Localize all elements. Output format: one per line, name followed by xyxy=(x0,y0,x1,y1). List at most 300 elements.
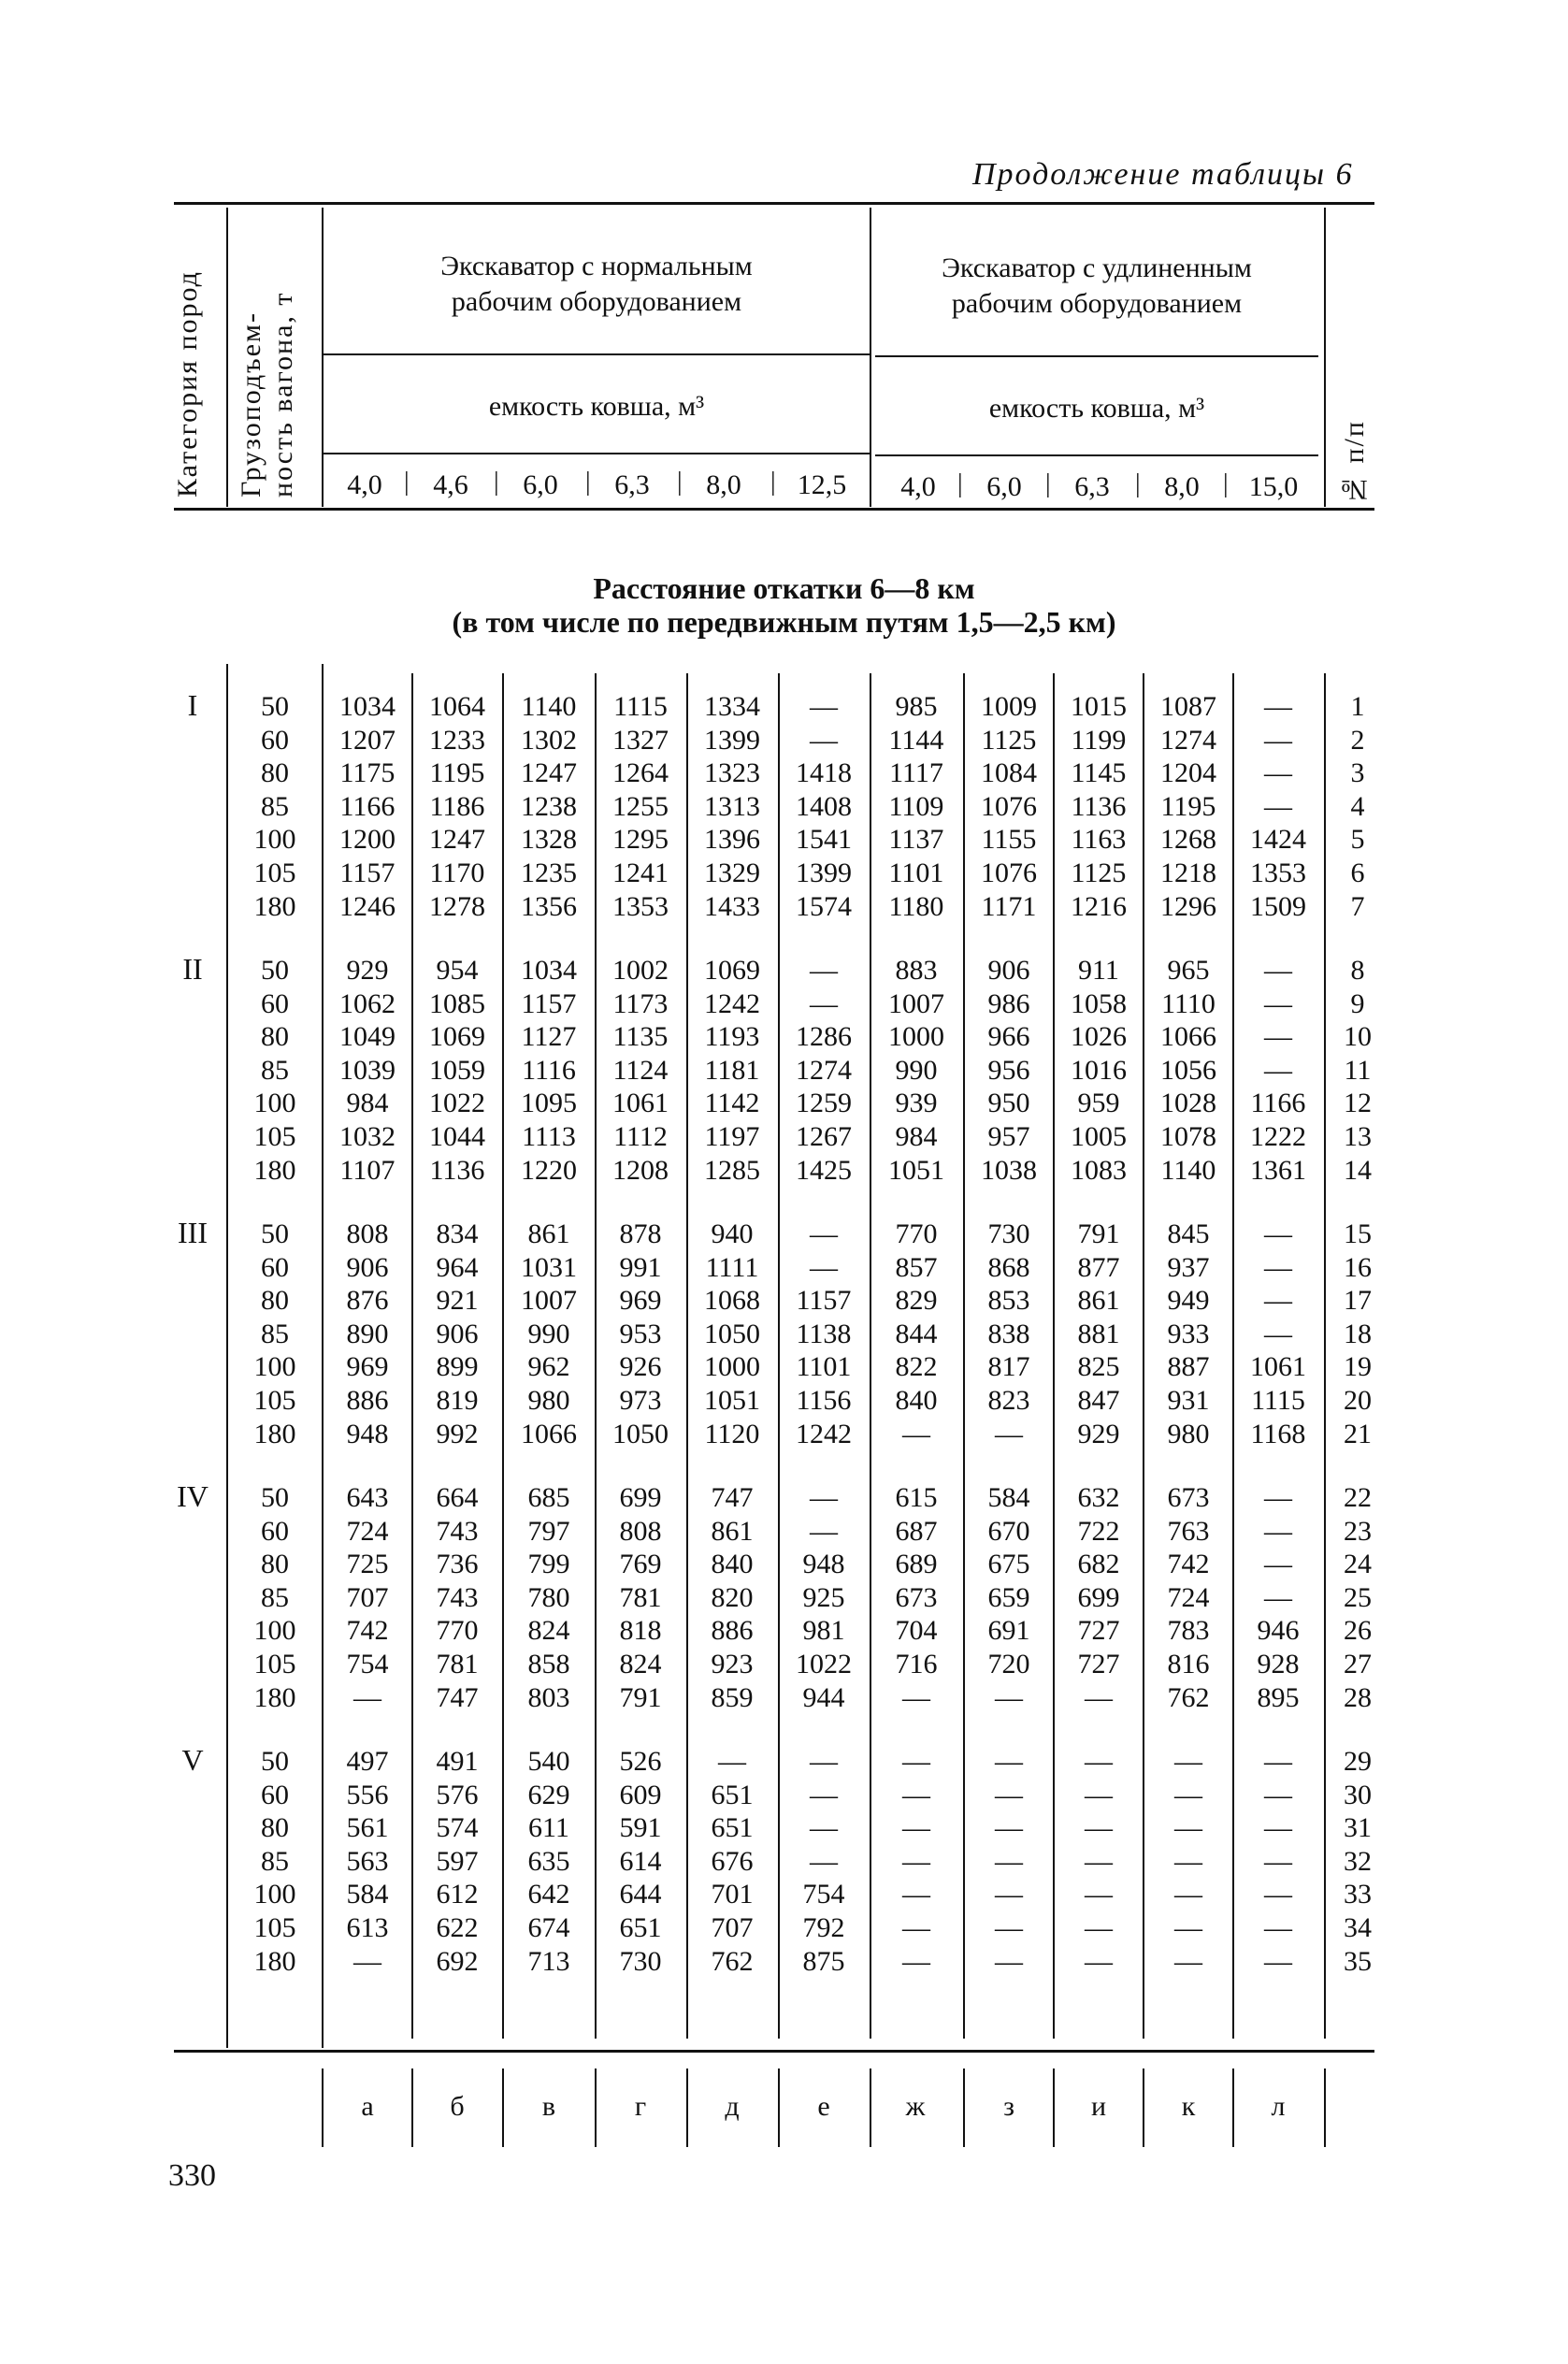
row-number-cell: 1 xyxy=(1350,691,1365,722)
value-cell: — xyxy=(810,1746,838,1777)
row-number-cell: 20 xyxy=(1344,1385,1372,1416)
value-cell: — xyxy=(1174,1812,1202,1844)
value-cell: 1255 xyxy=(612,790,669,822)
value-cell: — xyxy=(810,1482,838,1513)
value-cell: 844 xyxy=(895,1318,938,1349)
footer-rule xyxy=(174,2050,1374,2053)
value-cell: 1200 xyxy=(339,824,396,856)
value-cell: — xyxy=(1264,691,1292,722)
value-cell: — xyxy=(1085,1746,1113,1777)
capacity-cell: 60 xyxy=(261,1779,289,1810)
value-cell: 1022 xyxy=(796,1649,852,1679)
value-cell: 991 xyxy=(619,1251,662,1283)
size-separator: | xyxy=(1045,469,1051,498)
size-separator: | xyxy=(404,468,410,497)
value-cell: 611 xyxy=(528,1812,569,1844)
size-normal-4: 8,0 xyxy=(706,469,741,500)
capacity-cell: 105 xyxy=(253,1121,296,1152)
value-cell: 1247 xyxy=(429,824,485,856)
value-cell: 1142 xyxy=(704,1088,760,1119)
value-cell: 622 xyxy=(436,1912,479,1943)
value-cell: 692 xyxy=(436,1945,479,1977)
body-divider xyxy=(595,673,597,2039)
value-cell: 1120 xyxy=(704,1418,760,1449)
letter-divider xyxy=(870,2068,871,2147)
row-number-cell: 21 xyxy=(1344,1418,1372,1449)
value-cell: 1285 xyxy=(704,1154,760,1186)
value-cell: — xyxy=(1264,1054,1292,1086)
value-cell: 1241 xyxy=(612,858,669,888)
value-cell: 980 xyxy=(527,1385,570,1416)
value-cell: 769 xyxy=(619,1549,662,1580)
value-cell: 875 xyxy=(802,1945,845,1977)
capacity-cell: 80 xyxy=(261,1021,289,1053)
value-cell: 1144 xyxy=(888,724,944,756)
value-cell: 1032 xyxy=(339,1121,396,1152)
value-cell: — xyxy=(810,691,838,722)
value-cell: 1329 xyxy=(704,858,760,888)
value-cell: 1156 xyxy=(796,1385,852,1416)
value-cell: 928 xyxy=(1257,1649,1300,1679)
bucket-caption-normal: емкость ковша, м³ xyxy=(488,391,705,422)
value-cell: — xyxy=(1264,1285,1292,1317)
value-cell: 956 xyxy=(987,1054,1030,1086)
value-cell: — xyxy=(1264,1251,1292,1283)
value-cell: — xyxy=(995,1779,1023,1810)
value-cell: — xyxy=(810,987,838,1019)
value-cell: 651 xyxy=(711,1779,754,1810)
value-cell: 664 xyxy=(436,1482,479,1513)
value-cell: 724 xyxy=(1167,1581,1210,1613)
value-cell: — xyxy=(1264,955,1292,986)
value-cell: 859 xyxy=(711,1681,754,1713)
value-cell: 1247 xyxy=(521,757,577,789)
value-cell: 1361 xyxy=(1250,1154,1306,1186)
value-cell: 899 xyxy=(436,1351,479,1383)
value-cell: 940 xyxy=(711,1218,754,1249)
value-cell: 780 xyxy=(527,1581,570,1613)
value-cell: — xyxy=(1264,1549,1292,1580)
value-cell: 857 xyxy=(895,1251,938,1283)
value-cell: 1396 xyxy=(704,824,760,856)
value-cell: 1286 xyxy=(796,1021,852,1053)
letter-divider xyxy=(1232,2068,1234,2147)
value-cell: 926 xyxy=(619,1351,662,1383)
value-cell: 742 xyxy=(1167,1549,1210,1580)
value-cell: 1327 xyxy=(612,724,669,756)
category-label: IV xyxy=(177,1479,209,1513)
value-cell: 491 xyxy=(436,1746,479,1777)
row-number-cell: 3 xyxy=(1350,757,1365,789)
value-cell: 1302 xyxy=(521,724,577,756)
column-letter: б xyxy=(450,2091,465,2122)
value-cell: 1408 xyxy=(796,790,852,822)
row-number-cell: 35 xyxy=(1344,1945,1372,1977)
value-cell: 944 xyxy=(802,1681,845,1713)
value-cell: 791 xyxy=(619,1681,662,1713)
value-cell: 1076 xyxy=(981,790,1037,822)
value-cell: 1264 xyxy=(612,757,669,789)
value-cell: 1399 xyxy=(704,724,760,756)
value-cell: 1171 xyxy=(981,890,1037,922)
row-number-cell: 29 xyxy=(1344,1746,1372,1777)
size-separator: | xyxy=(1135,469,1141,498)
value-cell: 1278 xyxy=(429,890,485,922)
value-cell: 707 xyxy=(711,1912,754,1943)
row-number-cell: 18 xyxy=(1344,1318,1372,1349)
value-cell: 1313 xyxy=(704,790,760,822)
value-cell: 838 xyxy=(987,1318,1030,1349)
value-cell: — xyxy=(902,1746,930,1777)
value-cell: — xyxy=(810,1845,838,1877)
value-cell: — xyxy=(810,955,838,986)
row-number-cell: 28 xyxy=(1344,1681,1372,1713)
value-cell: 674 xyxy=(527,1912,570,1943)
value-cell: 727 xyxy=(1077,1615,1120,1647)
value-cell: — xyxy=(1264,1746,1292,1777)
letter-divider xyxy=(502,2068,504,2147)
value-cell: 1242 xyxy=(796,1418,852,1449)
value-cell: — xyxy=(902,1879,930,1910)
value-cell: 1039 xyxy=(339,1054,396,1086)
value-cell: 791 xyxy=(1077,1218,1120,1249)
value-cell: — xyxy=(1264,1912,1292,1943)
value-cell: 724 xyxy=(346,1515,389,1547)
value-cell: 933 xyxy=(1167,1318,1210,1349)
value-cell: 921 xyxy=(436,1285,479,1317)
value-cell: 699 xyxy=(619,1482,662,1513)
value-cell: 965 xyxy=(1167,955,1210,986)
header-divider-1 xyxy=(226,208,228,507)
column-letter: к xyxy=(1181,2091,1196,2122)
value-cell: 673 xyxy=(895,1581,938,1613)
value-cell: — xyxy=(902,1681,930,1713)
column-letter: в xyxy=(541,2091,556,2122)
category-label: III xyxy=(178,1216,208,1249)
value-cell: — xyxy=(1264,1318,1292,1349)
size-separator: | xyxy=(494,468,499,497)
value-cell: 984 xyxy=(346,1088,389,1119)
value-cell: 824 xyxy=(619,1649,662,1679)
capacity-cell: 100 xyxy=(253,1351,296,1383)
value-cell: — xyxy=(902,1812,930,1844)
value-cell: — xyxy=(1174,1945,1202,1977)
body-divider xyxy=(1143,673,1144,2039)
value-cell: — xyxy=(353,1945,381,1977)
value-cell: 823 xyxy=(987,1385,1030,1416)
value-cell: — xyxy=(1264,1515,1292,1547)
value-cell: 886 xyxy=(346,1385,389,1416)
value-cell: 742 xyxy=(346,1615,389,1647)
value-cell: 1168 xyxy=(1250,1418,1306,1449)
value-cell: 797 xyxy=(527,1515,570,1547)
value-cell: 792 xyxy=(802,1912,845,1943)
value-cell: 1204 xyxy=(1160,757,1216,789)
value-cell: — xyxy=(1174,1879,1202,1910)
capacity-cell: 60 xyxy=(261,1251,289,1283)
value-cell: 1233 xyxy=(429,724,485,756)
value-cell: 1574 xyxy=(796,890,852,922)
value-cell: 1334 xyxy=(704,691,760,722)
value-cell: — xyxy=(995,1945,1023,1977)
bucket-caption-extended: емкость ковша, м³ xyxy=(988,393,1205,424)
value-cell: 990 xyxy=(895,1054,938,1086)
value-cell: — xyxy=(1264,1879,1292,1910)
value-cell: 923 xyxy=(711,1649,754,1679)
value-cell: 701 xyxy=(711,1879,754,1910)
value-cell: 676 xyxy=(711,1845,754,1877)
value-cell: 881 xyxy=(1077,1318,1120,1349)
value-cell: 1028 xyxy=(1160,1088,1216,1119)
value-cell: 1034 xyxy=(521,955,577,986)
value-cell: 597 xyxy=(436,1845,479,1877)
value-cell: 1061 xyxy=(1250,1351,1306,1383)
capacity-cell: 80 xyxy=(261,757,289,789)
value-cell: 1112 xyxy=(613,1121,668,1152)
size-normal-1: 4,6 xyxy=(433,469,468,500)
value-cell: 1069 xyxy=(429,1021,485,1053)
row-number-cell: 14 xyxy=(1344,1154,1372,1186)
value-cell: 770 xyxy=(436,1615,479,1647)
value-cell: 1195 xyxy=(429,757,485,789)
row-number-cell: 5 xyxy=(1350,824,1365,856)
value-cell: 950 xyxy=(987,1088,1030,1119)
header-normal-group: Экскаватор с нормальным рабочим оборудованием xyxy=(440,251,753,317)
value-cell: 861 xyxy=(1077,1285,1120,1317)
value-cell: — xyxy=(1085,1681,1113,1713)
header-category: Категория пород xyxy=(172,270,203,497)
size-extended-3: 8,0 xyxy=(1164,471,1200,502)
body-divider xyxy=(870,673,871,2039)
value-cell: 685 xyxy=(527,1482,570,1513)
value-cell: 651 xyxy=(619,1912,662,1943)
value-cell: 1056 xyxy=(1160,1054,1216,1086)
value-cell: 727 xyxy=(1077,1649,1120,1679)
row-number-cell: 12 xyxy=(1344,1088,1372,1119)
value-cell: 1157 xyxy=(339,858,396,888)
value-cell: — xyxy=(1264,1812,1292,1844)
size-normal-5: 12,5 xyxy=(797,469,847,500)
value-cell: 643 xyxy=(346,1482,389,1513)
value-cell: 822 xyxy=(895,1351,938,1383)
value-cell: 1181 xyxy=(704,1054,760,1086)
value-cell: 762 xyxy=(1167,1681,1210,1713)
value-cell: 966 xyxy=(987,1021,1030,1053)
value-cell: 1095 xyxy=(521,1088,577,1119)
value-cell: 1267 xyxy=(796,1121,852,1152)
value-cell: 829 xyxy=(895,1285,938,1317)
value-cell: 1136 xyxy=(1071,790,1127,822)
value-cell: — xyxy=(1264,757,1292,789)
letter-divider xyxy=(963,2068,965,2147)
size-separator: | xyxy=(957,469,963,498)
value-cell: 969 xyxy=(619,1285,662,1317)
column-letter: а xyxy=(361,2091,374,2122)
value-cell: 704 xyxy=(895,1615,938,1647)
value-cell: 1175 xyxy=(339,757,396,789)
capacity-cell: 50 xyxy=(261,1746,289,1777)
value-cell: 1216 xyxy=(1071,890,1127,922)
value-cell: — xyxy=(1264,1482,1292,1513)
row-number-cell: 22 xyxy=(1344,1482,1372,1513)
value-cell: 1418 xyxy=(796,757,852,789)
value-cell: 1038 xyxy=(981,1154,1037,1186)
value-cell: 803 xyxy=(527,1681,570,1713)
value-cell: 1135 xyxy=(612,1021,669,1053)
value-cell: 906 xyxy=(987,955,1030,986)
value-cell: 1022 xyxy=(429,1088,485,1119)
value-cell: 609 xyxy=(619,1779,662,1810)
row-number-cell: 31 xyxy=(1344,1812,1372,1844)
value-cell: 1242 xyxy=(704,987,760,1019)
value-cell: 868 xyxy=(987,1251,1030,1283)
row-number-cell: 4 xyxy=(1350,790,1365,822)
value-cell: 1246 xyxy=(339,890,396,922)
capacity-cell: 85 xyxy=(261,1318,289,1349)
body-divider xyxy=(778,673,780,2039)
value-cell: 1274 xyxy=(796,1054,852,1086)
row-number-cell: 30 xyxy=(1344,1779,1372,1810)
column-letter: з xyxy=(1003,2091,1014,2122)
size-separator: | xyxy=(585,468,591,497)
value-cell: 1166 xyxy=(339,790,396,822)
value-cell: 722 xyxy=(1077,1515,1120,1547)
value-cell: 878 xyxy=(619,1218,662,1249)
value-cell: 1127 xyxy=(521,1021,577,1053)
value-cell: 591 xyxy=(619,1812,662,1844)
value-cell: 1220 xyxy=(521,1154,577,1186)
value-cell: 980 xyxy=(1167,1418,1210,1449)
body-divider xyxy=(1324,673,1326,2039)
value-cell: 1323 xyxy=(704,757,760,789)
capacity-cell: 50 xyxy=(261,1482,289,1513)
value-cell: 1353 xyxy=(1250,858,1306,888)
value-cell: — xyxy=(718,1746,746,1777)
value-cell: 754 xyxy=(346,1649,389,1679)
size-extended-1: 6,0 xyxy=(986,471,1022,502)
value-cell: — xyxy=(1174,1746,1202,1777)
value-cell: 1007 xyxy=(888,987,944,1019)
value-cell: 1235 xyxy=(521,858,577,888)
row-number-cell: 25 xyxy=(1344,1581,1372,1613)
value-cell: 762 xyxy=(711,1945,754,1977)
letter-divider xyxy=(595,2068,597,2147)
value-cell: 1356 xyxy=(521,890,577,922)
value-cell: 861 xyxy=(711,1515,754,1547)
size-separator: | xyxy=(1223,469,1229,498)
value-cell: 1145 xyxy=(1071,757,1127,789)
value-cell: 953 xyxy=(619,1318,662,1349)
value-cell: 1186 xyxy=(429,790,485,822)
value-cell: 964 xyxy=(436,1251,479,1283)
value-cell: 707 xyxy=(346,1581,389,1613)
header-mid-rule-extended xyxy=(875,355,1318,357)
header-bottom-rule xyxy=(174,508,1374,511)
value-cell: 992 xyxy=(436,1418,479,1449)
value-cell: 1195 xyxy=(1160,790,1216,822)
row-number-cell: 13 xyxy=(1344,1121,1372,1152)
value-cell: 1050 xyxy=(612,1418,669,1449)
value-cell: — xyxy=(995,1812,1023,1844)
body-divider xyxy=(686,673,688,2039)
capacity-cell: 100 xyxy=(253,824,296,856)
value-cell: 957 xyxy=(987,1121,1030,1152)
value-cell: 1163 xyxy=(1071,824,1127,856)
value-cell: 1173 xyxy=(612,987,669,1019)
header-extended-group: Экскаватор с удлиненным рабочим оборудованием xyxy=(942,252,1252,319)
value-cell: 819 xyxy=(436,1385,479,1416)
value-cell: 1107 xyxy=(339,1154,396,1186)
value-cell: — xyxy=(1085,1845,1113,1877)
value-cell: 929 xyxy=(1077,1418,1120,1449)
value-cell: 675 xyxy=(987,1549,1030,1580)
value-cell: — xyxy=(995,1418,1023,1449)
value-cell: — xyxy=(995,1912,1023,1943)
letter-divider xyxy=(1324,2068,1326,2147)
value-cell: 890 xyxy=(346,1318,389,1349)
value-cell: 754 xyxy=(802,1879,845,1910)
size-extended-2: 6,3 xyxy=(1074,471,1110,502)
header-size-rule-normal xyxy=(324,453,870,454)
value-cell: 925 xyxy=(802,1581,845,1613)
value-cell: 1424 xyxy=(1250,824,1306,856)
size-separator: | xyxy=(677,468,683,497)
capacity-cell: 180 xyxy=(253,1681,296,1713)
column-letter: л xyxy=(1271,2091,1286,2122)
value-cell: 1425 xyxy=(796,1154,852,1186)
value-cell: — xyxy=(1174,1845,1202,1877)
value-cell: 1140 xyxy=(1160,1154,1216,1186)
value-cell: — xyxy=(995,1879,1023,1910)
value-cell: 911 xyxy=(1078,955,1119,986)
size-extended-4: 15,0 xyxy=(1248,471,1299,502)
value-cell: 1208 xyxy=(612,1154,669,1186)
value-cell: 1113 xyxy=(522,1121,576,1152)
value-cell: 845 xyxy=(1167,1218,1210,1249)
value-cell: 1068 xyxy=(704,1285,760,1317)
capacity-cell: 50 xyxy=(261,1218,289,1249)
value-cell: 1157 xyxy=(796,1285,852,1317)
value-cell: 929 xyxy=(346,955,389,986)
value-cell: 1268 xyxy=(1160,824,1216,856)
body-divider xyxy=(322,664,324,2048)
value-cell: 673 xyxy=(1167,1482,1210,1513)
value-cell: 1399 xyxy=(796,858,852,888)
header-row-number: № п/п xyxy=(1339,420,1370,505)
value-cell: 969 xyxy=(346,1351,389,1383)
capacity-cell: 100 xyxy=(253,1088,296,1119)
value-cell: 556 xyxy=(346,1779,389,1810)
value-cell: 990 xyxy=(527,1318,570,1349)
letter-divider xyxy=(686,2068,688,2147)
value-cell: 1034 xyxy=(339,691,396,722)
value-cell: 1002 xyxy=(612,955,669,986)
value-cell: 834 xyxy=(436,1218,479,1249)
capacity-cell: 105 xyxy=(253,858,296,888)
value-cell: 576 xyxy=(436,1779,479,1810)
value-cell: 1433 xyxy=(704,890,760,922)
value-cell: 1109 xyxy=(888,790,944,822)
section-title: Расстояние откатки 6—8 км xyxy=(593,571,975,605)
category-label: I xyxy=(187,688,198,722)
value-cell: — xyxy=(1264,1845,1292,1877)
value-cell: — xyxy=(1264,987,1292,1019)
value-cell: 612 xyxy=(436,1879,479,1910)
value-cell: 1026 xyxy=(1071,1021,1127,1053)
value-cell: — xyxy=(1174,1912,1202,1943)
capacity-cell: 100 xyxy=(253,1879,296,1910)
value-cell: 1058 xyxy=(1071,987,1127,1019)
